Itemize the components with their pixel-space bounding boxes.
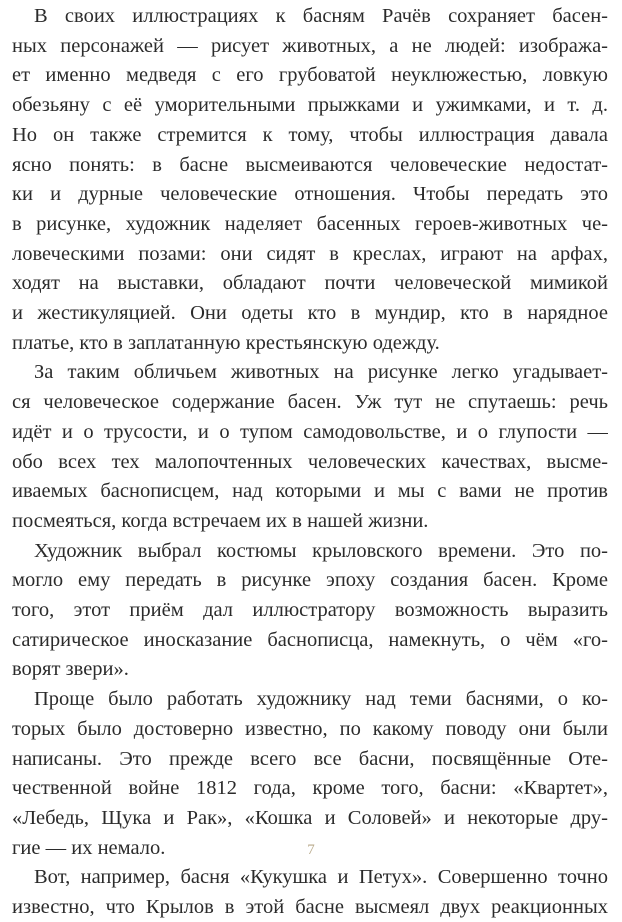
paragraph-1-line-2: ных персонажей — рисует животных, а не людей: изобража- — [12, 34, 608, 57]
paragraph-2-line-3: идёт и о трусости, и о тупом самодовольстве, и о глупости — — [12, 420, 608, 443]
paragraph-2-line-4: обо всех тех малопочтенных человеческих качествах, высме- — [12, 450, 608, 473]
paragraph-5-line-2: известно, что Крылов в этой басне высмеял двух реакционных — [12, 896, 608, 918]
paragraph-1-line-10: ходят на выставки, обладают почти человеческой мимикой — [12, 272, 608, 295]
paragraph-1-line-12: платье, кто в заплатанную крестьянскую одежду. — [12, 331, 440, 354]
page-number: 7 — [307, 842, 315, 858]
paragraph-4-line-2: торых было достоверно известно, по какому поводу они были — [12, 717, 608, 740]
paragraph-2-line-5: иваемых баснописцем, над которыми и мы с вами не против — [12, 480, 608, 503]
paragraph-1-line-9: ловеческими позами: они сидят в креслах, играют на арфах, — [12, 242, 608, 265]
paragraph-4-line-5: «Лебедь, Щука и Рак», «Кошка и Соловей» и некоторые дру- — [12, 806, 608, 829]
paragraph-3-line-1: Художник выбрал костюмы крыловского времени. Это по- — [34, 539, 608, 562]
paragraph-2-line-2: ся человеческое содержание басен. Уж тут не спутаешь: речь — [12, 391, 608, 414]
paragraph-3-line-2: могло ему передать в рисунке эпоху создания басен. Кроме — [12, 569, 608, 592]
paragraph-1-line-6: ясно понять: в басне высмеиваются человеческие недостат- — [12, 153, 608, 176]
paragraph-1-line-3: ет именно медведя с его грубоватой неуклюжестью, ловкую — [12, 64, 608, 87]
paragraph-1-line-4: обезьяну с её уморительными прыжками и ужимками, и т. д. — [12, 94, 608, 117]
paragraph-3-line-4: сатирическое иносказание баснописца, намекнуть, о чём «го- — [12, 628, 608, 651]
paragraph-2-line-6: посмеяться, когда встречаем их в нашей жизни. — [12, 509, 429, 532]
paragraph-3-line-5: ворят звери». — [12, 658, 129, 681]
paragraph-4-line-1: Проще было работать художнику над теми баснями, о ко- — [34, 688, 608, 711]
paragraph-4-line-6: гие — их немало. — [12, 836, 166, 859]
paragraph-1-line-1: В своих иллюстрациях к басням Рачёв сохраняет басен- — [34, 5, 608, 27]
paragraph-3-line-3: того, этот приём дал иллюстратору возможность выразить — [12, 599, 608, 621]
paragraph-5-line-1: Вот, например, басня «Кукушка и Петух». Совершенно точно — [34, 866, 608, 889]
paragraph-1-line-11: и жестикуляцией. Они одеты кто в мундир, кто в нарядное — [12, 302, 608, 324]
paragraph-1-line-7: ки и дурные человеческие отношения. Чтобы передать это — [12, 183, 608, 206]
paragraph-2-line-1: За таким обличьем животных на рисунке легко угадывает- — [34, 361, 608, 384]
paragraph-1-line-5: Но он также стремится к тому, чтобы иллюстрация давала — [12, 123, 608, 146]
paragraph-4-line-4: чественной войне 1812 года, кроме того, басни: «Квартет», — [12, 777, 608, 800]
paragraph-4-line-3: написаны. Это прежде всего все басни, посвящённые Оте- — [12, 747, 608, 770]
paragraph-1-line-8: в рисунке, художник наделяет басенных героев-животных че- — [12, 212, 608, 235]
